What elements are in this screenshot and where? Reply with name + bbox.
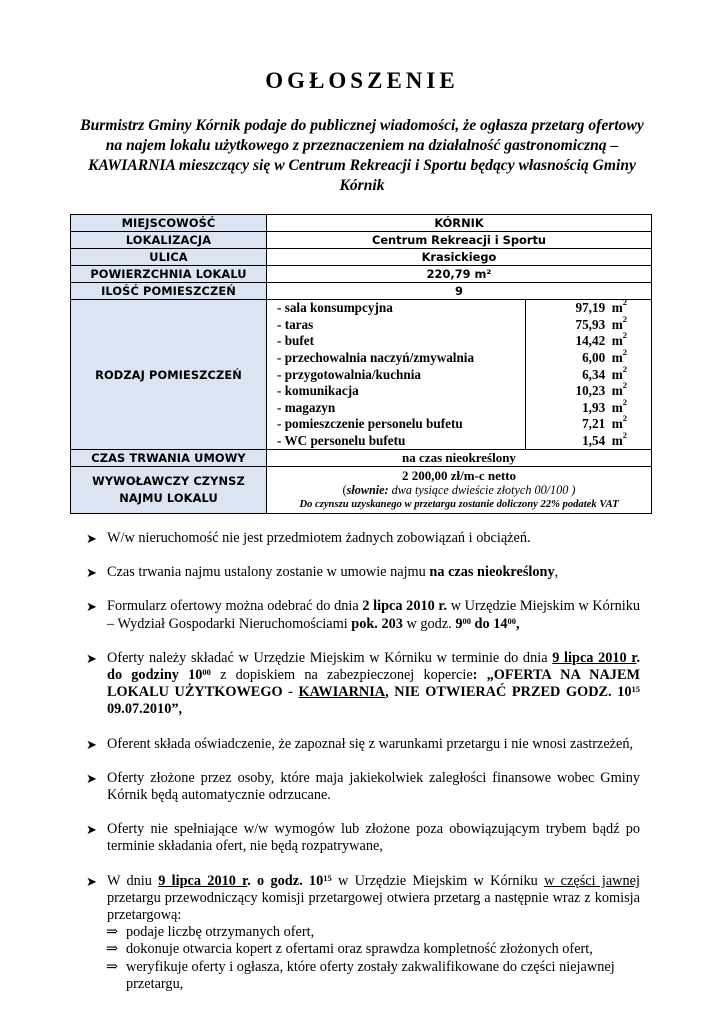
list-item-text: , (554, 564, 559, 581)
room-area-unit: m (611, 383, 623, 399)
list-item-text: w godz. (402, 615, 456, 632)
room-area-value: 97,19 (575, 300, 606, 316)
list-item-emphasis: na czas nieokreślony (429, 564, 555, 581)
room-name: - komunikacja (267, 383, 526, 400)
duration-value: na czas nieokreślony (267, 450, 652, 467)
room-area (526, 396, 652, 417)
room-row (267, 433, 651, 450)
offer-details-table (70, 214, 652, 514)
sub-list-item (86, 924, 640, 941)
room-area (526, 297, 652, 317)
list-item-emphasis: 09.07.2010”, (107, 701, 183, 718)
room-name: - bufet (267, 333, 526, 350)
list-item-text: Oferty należy składać w Urzędzie Miejskim w Kórniku w terminie do dnia (107, 649, 553, 666)
arrowhead-bullet-icon: ➤ (86, 599, 97, 615)
list-item-emphasis: , NIE OTWIERAĆ PRZED GODZ. 10 (385, 684, 632, 701)
sub-list-item (86, 941, 640, 958)
superscript: 00 (462, 615, 471, 626)
list-item-text: Czas trwania najmu ustalony zostanie w umowie najmu (107, 564, 430, 581)
list-item (86, 821, 640, 855)
list-item (86, 530, 640, 547)
row-label: ILOŚĆ POMIESZCZEŃ (71, 283, 267, 300)
table-row (71, 266, 652, 283)
row-value: Krasickiego (267, 249, 652, 266)
room-area-exp: 2 (622, 297, 627, 308)
superscript: 00 (507, 615, 517, 626)
list-item-emphasis: 2 lipca 2010 r. (362, 598, 448, 615)
row-label: LOKALIZACJA (71, 232, 267, 249)
room-area-unit: m (611, 316, 623, 332)
room-area-exp: 2 (622, 330, 627, 341)
superscript: 15 (323, 872, 332, 883)
arrowhead-bullet-icon: ➤ (86, 531, 97, 546)
list-item (86, 736, 640, 753)
room-row (267, 350, 651, 367)
list-item-text: przetargu przewodniczący komisji przetargowej otwiera przetarg a następnie wraz z komisja przetargową: (107, 889, 640, 924)
room-name: - przygotowalnia/kuchnia (267, 366, 526, 383)
room-row (267, 317, 651, 334)
sub-list-item-text: weryfikuje oferty i ogłasza, które oferty zostały zakwalifikowane do części niejawnej przetargu, (126, 958, 615, 992)
row-value: 9 (267, 283, 652, 300)
list-item-emphasis: . o godz. 10 (247, 872, 324, 889)
room-area-unit: m (611, 300, 623, 316)
list-item-text: Oferty nie spełniające w/w wymogów lub złożone poza obowiązującym trybem bądź po terminie składania ofert, nie będą rozpatrywane, (107, 821, 640, 855)
list-item-emphasis: , (516, 615, 520, 632)
room-name: - przechowalnia naczyń/zmywalnia (267, 350, 526, 367)
table-row (71, 215, 652, 232)
list-item-emphasis: 9 lipca 2010 r (552, 649, 637, 666)
list-item-emphasis: pok. 203 (351, 615, 403, 632)
list-item-emphasis: : „OFERTA NA NAJEM LOKALU UŻYTKOWEGO - (107, 667, 640, 701)
table-row (71, 283, 652, 300)
rent-words-text: dwa tysiące dwieście złotych 00/100 ) (388, 483, 576, 498)
conditions-list (86, 530, 640, 993)
rooms-cell (267, 297, 652, 450)
rent-amount: 2 200,00 zł/m-c netto (401, 468, 517, 484)
room-area-unit: m (611, 350, 623, 366)
intro-paragraph: Burmistrz Gminy Kórnik podaje do publicznej wiadomości, że ogłasza przetarg ofertowy na najem lokalu użytkowego z przeznaczeniem na działalność gastronomiczną – KAWIARNIA mieszczący się w Centrum Rekreacji i Sportu będący własnością Gminy Kórnik (80, 117, 644, 194)
list-item-emphasis: 9 lipca 2010 r (158, 872, 248, 889)
room-area-value: 6,00 (582, 350, 606, 366)
arrowhead-bullet-icon: ➤ (86, 565, 97, 581)
rent-cell (267, 467, 652, 514)
row-value: KÓRNIK (267, 215, 652, 232)
row-label: ULICA (71, 249, 267, 266)
list-item-text: W dniu (107, 872, 159, 889)
room-row (267, 333, 651, 350)
room-name: - magazyn (267, 400, 526, 417)
list-item-emphasis: KAWIARNIA (298, 684, 386, 701)
superscript: 15 (631, 684, 641, 695)
list-item (86, 770, 640, 804)
room-area-exp: 2 (622, 313, 627, 324)
room-area-exp: 2 (622, 380, 627, 391)
room-area-value: 7,21 (582, 416, 606, 432)
room-row (267, 300, 651, 317)
list-item (86, 873, 640, 925)
page-title: OGŁOSZENIE (265, 68, 459, 93)
room-row (267, 366, 651, 383)
superscript: 00 (202, 667, 211, 678)
sub-list-item-text: dokonuje otwarcia kopert z ofertami oraz sprawdza kompletność złożonych ofert, (126, 941, 593, 958)
implies-arrow-icon: ⇒ (106, 924, 118, 941)
row-label: POWIERZCHNIA LOKALU (71, 266, 267, 283)
list-item (86, 650, 640, 719)
list-item (86, 564, 640, 581)
list-item-text: w Urzędzie Miejskim w Kórniku (331, 872, 545, 889)
room-area-unit: m (611, 433, 623, 449)
room-area (526, 313, 652, 334)
implies-arrow-icon: ⇒ (106, 941, 118, 958)
list-item-text: Oferty złożone przez osoby, które maja jakiekolwiek zaległości finansowe wobec Gminy Kórnik będą automatycznie odrzucane. (107, 769, 640, 804)
table-row (71, 232, 652, 249)
room-area-unit: m (611, 366, 623, 382)
sub-list-item (86, 959, 640, 993)
arrowhead-bullet-icon: ➤ (86, 770, 97, 786)
room-area (526, 380, 652, 400)
list-item-emphasis: . do godziny 10 (107, 649, 641, 684)
room-area-exp: 2 (622, 363, 627, 374)
arrowhead-bullet-icon: ➤ (86, 822, 97, 838)
room-area-value: 1,93 (582, 399, 606, 415)
room-area-exp: 2 (622, 430, 627, 441)
room-area-unit: m (611, 416, 623, 432)
room-area (526, 330, 652, 350)
sub-list-item-text: podaje liczbę otrzymanych ofert, (126, 924, 315, 941)
row-value: Centrum Rekreacji i Sportu (267, 232, 652, 249)
table-row (71, 249, 652, 266)
rent-words-open: ( (342, 483, 347, 498)
room-row (267, 400, 651, 417)
room-name: - taras (267, 317, 526, 334)
implies-arrow-icon: ⇒ (106, 958, 118, 975)
list-item (86, 598, 640, 632)
room-area-exp: 2 (622, 347, 627, 358)
arrowhead-bullet-icon: ➤ (86, 736, 97, 752)
duration-label: CZAS TRWANIA UMOWY (71, 450, 267, 467)
room-name: - sala konsumpcyjna (267, 300, 526, 317)
table-row-rent (71, 467, 652, 514)
row-label: MIEJSCOWOŚĆ (71, 215, 267, 232)
list-item-text: w Urzędzie Miejskim w Kórniku – Wydział Gospodarki Nieruchomościami (107, 598, 641, 632)
room-area-value: 1,54 (582, 433, 606, 449)
room-area (526, 413, 652, 433)
room-row (267, 383, 651, 400)
room-area-value: 14,42 (575, 333, 606, 349)
list-item-text: W/w nieruchomość nie jest przedmiotem żadnych zobowiązań i obciążeń. (107, 530, 531, 546)
room-area-value: 10,23 (575, 383, 606, 399)
table-row-rooms (71, 300, 652, 450)
room-area-unit: m (611, 333, 623, 349)
rent-words-label: słownie: (346, 483, 389, 498)
list-item-emphasis: 9 (455, 615, 463, 632)
table-row-duration (71, 450, 652, 467)
room-name: - WC personelu bufetu (267, 433, 526, 450)
arrowhead-bullet-icon: ➤ (86, 650, 97, 666)
room-area-value: 6,34 (582, 366, 606, 382)
arrowhead-bullet-icon: ➤ (86, 873, 97, 889)
room-area (526, 363, 652, 383)
list-item-underlined: w części jawnej (544, 872, 640, 889)
rent-vat-note: Do czynszu uzyskanego w przetargu zostanie doliczony 22% podatek VAT (299, 499, 619, 511)
room-area (526, 347, 652, 367)
row-value: 220,79 m² (267, 266, 652, 283)
room-area-exp: 2 (622, 413, 627, 424)
list-item-text: Formularz ofertowy można odebrać do dnia (107, 598, 363, 615)
list-item-emphasis: do 14 (470, 615, 508, 632)
room-name: - pomieszczenie personelu bufetu (267, 416, 526, 433)
room-area-unit: m (611, 399, 623, 415)
list-item-text: z dopiskiem na zabezpieczonej kopercie (210, 667, 473, 684)
rent-label: WYWOŁAWCZY CZYNSZ NAJMU LOKALU (71, 467, 267, 514)
list-item-text: Oferent składa oświadczenie, że zapoznał się z warunkami przetargu i nie wnosi zastrzeżeń, (107, 735, 634, 752)
room-area-exp: 2 (622, 396, 627, 407)
room-row (267, 416, 651, 433)
rooms-list (267, 297, 651, 449)
rooms-label: RODZAJ POMIESZCZEŃ (71, 300, 267, 450)
room-area-value: 75,93 (575, 316, 606, 332)
room-area (526, 430, 652, 450)
rent-in-words (271, 483, 647, 498)
